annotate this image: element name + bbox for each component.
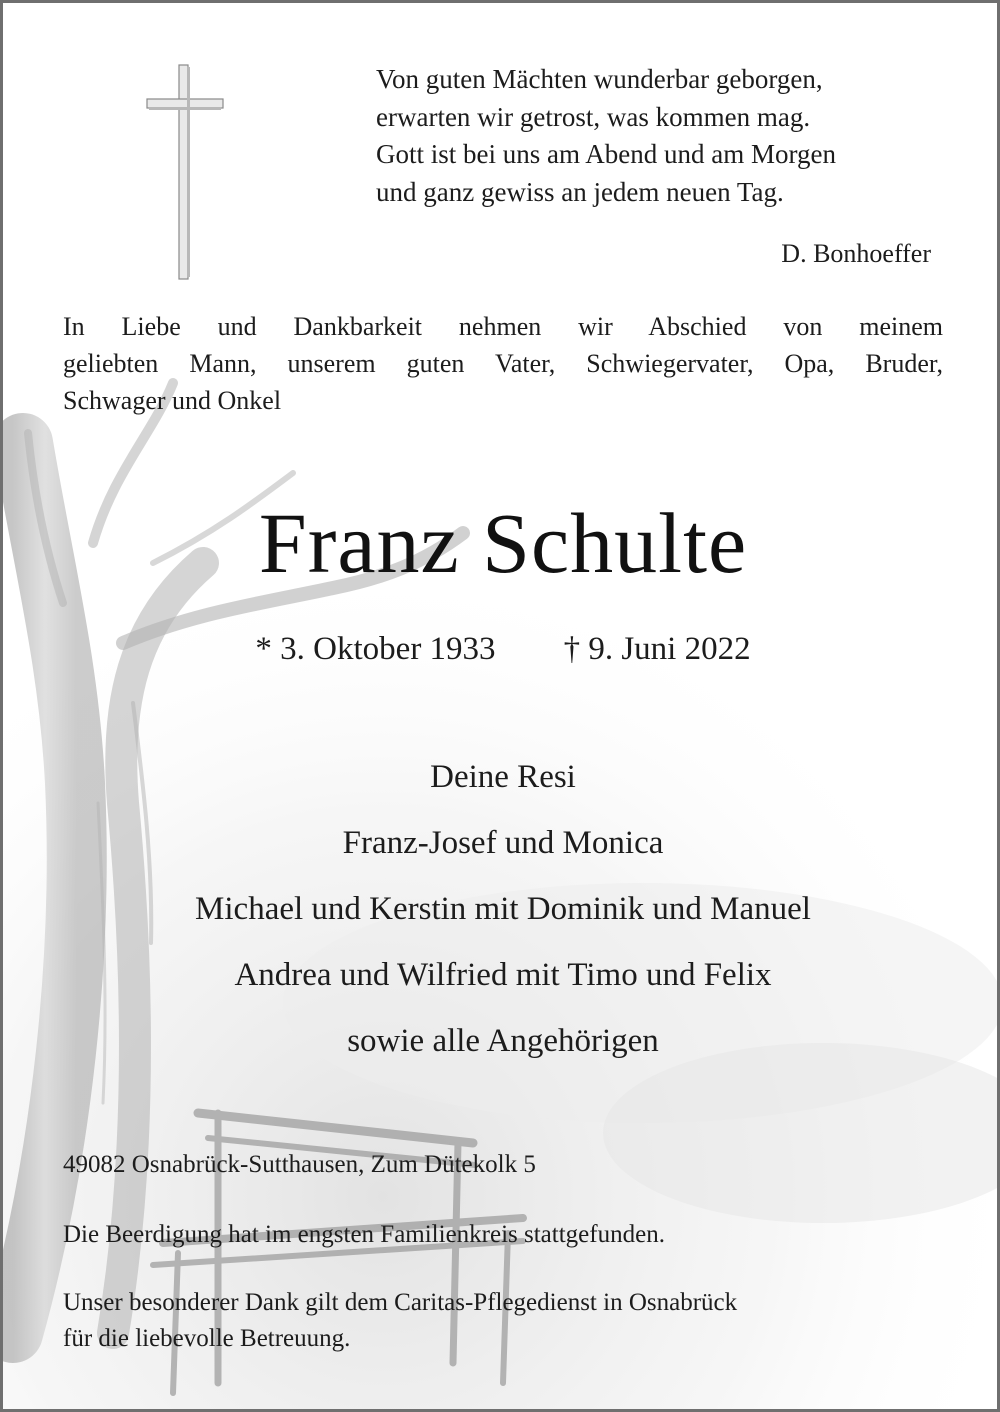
mourner-line: sowie alle Angehörigen: [347, 1023, 659, 1059]
quote-line: erwarten wir getrost, was kommen mag.: [376, 101, 811, 132]
thanks-line: für die liebevolle Betreuung.: [63, 1325, 351, 1352]
mourner-line: Franz-Josef und Monica: [342, 825, 664, 861]
mourner-line: Michael und Kerstin mit Dominik und Manuel: [195, 891, 811, 927]
death-date: † 9. Juni 2022: [563, 631, 751, 667]
mourner-line: Andrea und Wilfried mit Timo und Felix: [234, 957, 772, 993]
deceased-name: Franz Schulte: [258, 495, 748, 591]
quote-author: D. Bonhoeffer: [781, 239, 931, 268]
thanks-line: Unser besonderer Dank gilt dem Caritas-Pflegedienst in Osnabrück: [63, 1289, 738, 1316]
birth-date: * 3. Oktober 1933: [255, 631, 496, 667]
quote-line: Von guten Mächten wunderbar geborgen,: [376, 64, 823, 94]
quote-line: und ganz gewiss an jedem neuen Tag.: [376, 176, 784, 207]
thanks-note: [63, 1285, 943, 1357]
address: 49082 Osnabrück-Sutthausen, Zum Dütekolk 5: [63, 1151, 536, 1178]
quote-line: Gott ist bei uns am Abend und am Morgen: [376, 139, 836, 169]
mourners-list: [3, 755, 1000, 1085]
burial-note: Die Beerdigung hat im engsten Familienkreis stattgefunden.: [63, 1221, 665, 1248]
poem-quote: [376, 61, 946, 211]
cross-icon: [141, 61, 231, 283]
life-dates: [3, 631, 1000, 668]
intro-line: Schwager und Onkel: [63, 386, 282, 415]
intro-line: geliebten Mann, unserem guten Vater, Schwiegervater, Opa, Bruder,: [63, 349, 943, 378]
intro-paragraph: [63, 308, 943, 419]
intro-line: In Liebe und Dankbarkeit nehmen wir Abschied von meinem: [63, 312, 943, 341]
mourner-line: Deine Resi: [430, 759, 576, 795]
